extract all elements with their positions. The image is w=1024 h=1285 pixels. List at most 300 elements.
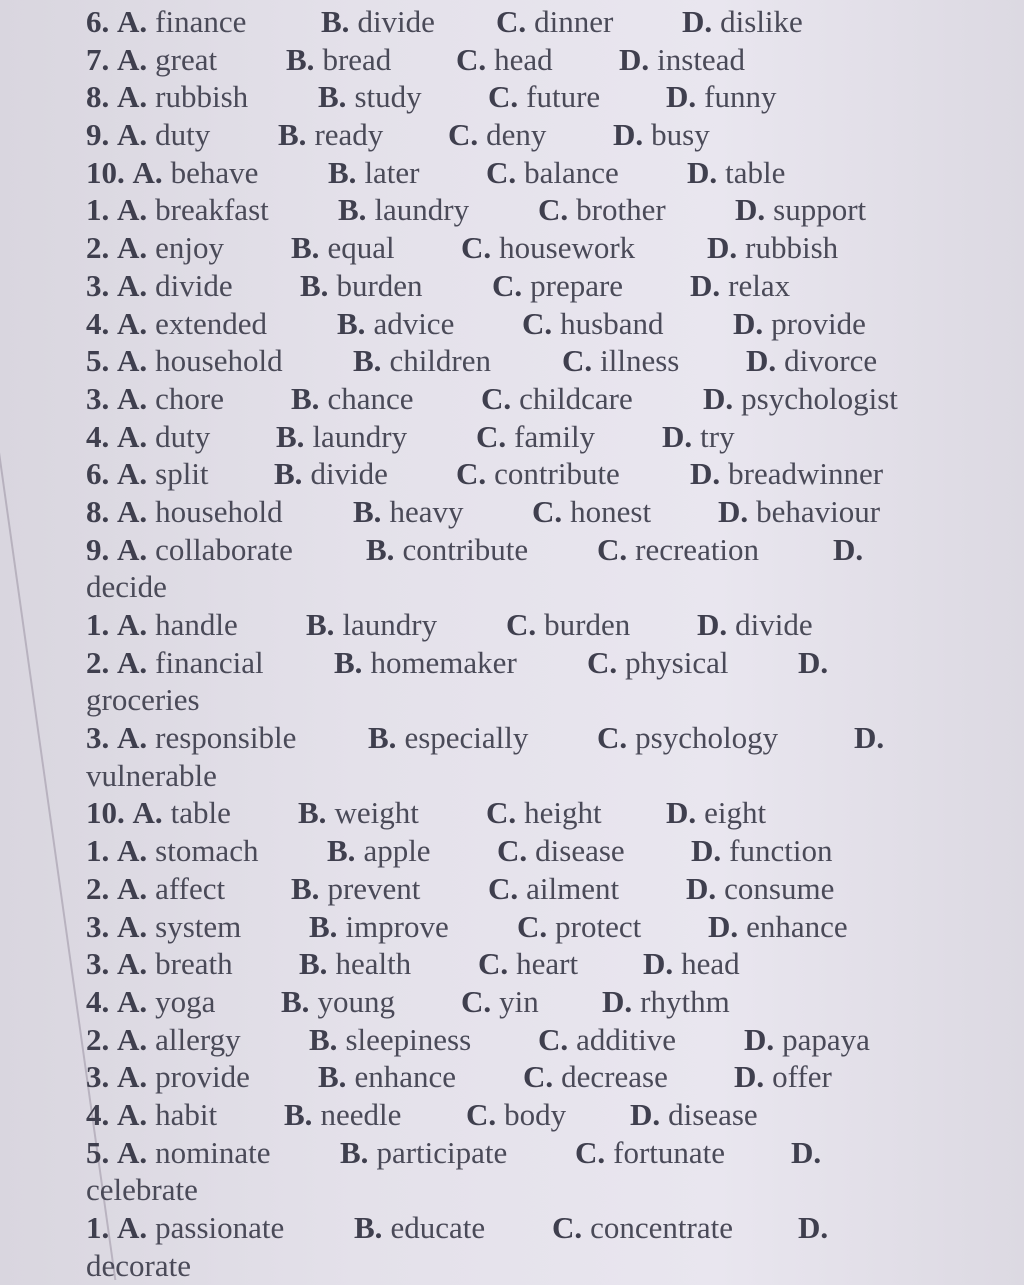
option-a	[86, 117, 210, 153]
question-row	[86, 4, 1006, 42]
option-word: nominate	[155, 1134, 271, 1170]
question-number: 1.	[86, 833, 110, 869]
option-label: D.	[690, 456, 721, 492]
option-c	[488, 871, 619, 907]
question-number: 3.	[86, 1059, 110, 1095]
question-row	[86, 871, 1006, 909]
option-label: C.	[456, 41, 487, 77]
option-label: B.	[368, 720, 397, 756]
option-word: burden	[336, 267, 423, 303]
option-word: divide	[310, 456, 388, 492]
option-label: A.	[117, 4, 148, 39]
option-label: D.	[707, 230, 738, 266]
option-word: celebrate	[86, 1172, 198, 1208]
option-d	[619, 42, 745, 78]
option-label: C.	[538, 1021, 569, 1057]
exercise-list	[86, 4, 1006, 1285]
option-label: A.	[117, 833, 148, 869]
option-label: C.	[597, 720, 628, 756]
option-label: D.	[791, 1134, 822, 1170]
option-label: B.	[366, 531, 395, 567]
option-word: relax	[728, 267, 791, 303]
option-a	[86, 230, 224, 266]
option-label: B.	[281, 983, 310, 1019]
option-label: A.	[117, 1096, 148, 1132]
option-word: breath	[155, 946, 233, 982]
question-number: 9.	[86, 117, 110, 153]
option-label: B.	[338, 192, 367, 228]
option-word: physical	[625, 644, 729, 680]
option-label: B.	[306, 607, 335, 642]
question-row	[86, 155, 1006, 193]
option-word: heart	[516, 946, 579, 982]
option-word: ready	[314, 117, 384, 153]
option-label: A.	[117, 946, 148, 982]
question-number: 8.	[86, 79, 110, 115]
option-label: D.	[613, 117, 644, 153]
option-d	[791, 1135, 829, 1171]
option-b	[353, 343, 491, 379]
question-number: 2.	[86, 644, 110, 680]
option-word: fortunate	[613, 1134, 726, 1170]
option-word: enjoy	[155, 230, 225, 266]
option-label: D.	[682, 4, 713, 39]
option-b	[291, 381, 413, 417]
option-label: A.	[117, 870, 148, 906]
option-word: husband	[560, 305, 664, 341]
option-d	[602, 984, 730, 1020]
option-word: stomach	[155, 833, 259, 869]
option-label: C.	[587, 644, 618, 680]
option-label: C.	[488, 870, 519, 906]
option-label: D.	[718, 493, 749, 529]
option-word: finance	[155, 4, 247, 39]
option-b	[278, 117, 383, 153]
option-c	[517, 909, 641, 945]
option-word: improve	[345, 908, 449, 944]
option-label: A.	[117, 720, 148, 756]
option-word: psychology	[635, 720, 779, 756]
option-word: health	[335, 946, 412, 982]
option-word: disease	[668, 1096, 758, 1132]
option-word: laundry	[342, 607, 438, 642]
option-a	[86, 343, 283, 379]
option-label: B.	[318, 1059, 347, 1095]
option-word: decide	[86, 569, 167, 605]
option-label: B.	[318, 79, 347, 115]
option-c	[597, 532, 759, 568]
option-d	[666, 795, 766, 831]
option-d	[744, 1022, 870, 1058]
option-word: decrease	[561, 1059, 668, 1095]
option-word: divide	[357, 4, 435, 39]
option-label: B.	[337, 305, 366, 341]
option-a	[86, 192, 269, 228]
option-label: B.	[309, 908, 338, 944]
option-word: contribute	[494, 456, 620, 492]
option-d	[733, 306, 866, 342]
option-a	[86, 871, 225, 907]
option-label: B.	[309, 1021, 338, 1057]
option-word: contribute	[402, 531, 529, 567]
option-word: divide	[155, 267, 233, 303]
option-word: collaborate	[155, 531, 293, 567]
option-word: household	[155, 493, 283, 529]
option-word: yin	[499, 983, 539, 1019]
option-label: D.	[854, 720, 885, 756]
option-word: burden	[544, 607, 631, 642]
question-number: 7.	[86, 41, 110, 77]
option-label: B.	[284, 1096, 313, 1132]
option-d	[690, 456, 883, 492]
option-c	[461, 230, 635, 266]
option-word: allergy	[155, 1021, 241, 1057]
option-word: decorate	[86, 1247, 191, 1283]
option-d	[682, 4, 803, 40]
option-word: prevent	[327, 870, 421, 906]
option-c	[532, 494, 651, 530]
option-label: B.	[300, 267, 329, 303]
option-c	[496, 4, 613, 40]
option-label: B.	[276, 418, 305, 454]
option-b	[309, 1022, 471, 1058]
option-d	[746, 343, 877, 379]
question-row	[86, 984, 1006, 1022]
option-label: A.	[117, 1059, 148, 1095]
option-c	[522, 306, 663, 342]
option-b	[298, 795, 419, 831]
question-row	[86, 1210, 1006, 1248]
option-b	[300, 268, 423, 304]
option-word: brother	[576, 192, 666, 228]
option-label: D.	[666, 795, 697, 831]
option-word: behaviour	[756, 493, 881, 529]
option-label: C.	[492, 267, 523, 303]
option-c	[562, 343, 679, 379]
option-label: B.	[291, 870, 320, 906]
option-word: instead	[657, 41, 745, 77]
option-c	[481, 381, 633, 417]
question-number: 5.	[86, 343, 110, 379]
question-number: 1.	[86, 607, 110, 642]
option-word: table	[170, 795, 231, 831]
option-d	[707, 230, 838, 266]
option-d	[833, 532, 871, 568]
question-row	[86, 79, 1006, 117]
option-label: C.	[496, 4, 527, 39]
option-a	[86, 1059, 250, 1095]
question-row	[86, 532, 1006, 570]
option-d-continuation	[86, 1172, 1006, 1210]
option-label: C.	[538, 192, 569, 228]
question-number: 4.	[86, 983, 110, 1019]
option-c	[506, 607, 630, 643]
option-label: A.	[117, 41, 148, 77]
option-word: apple	[363, 833, 431, 869]
option-word: psychologist	[741, 380, 898, 416]
option-label: B.	[274, 456, 303, 492]
option-word: household	[155, 343, 283, 379]
question-row	[86, 494, 1006, 532]
question-row	[86, 306, 1006, 344]
question-row	[86, 192, 1006, 230]
option-word: additive	[576, 1021, 676, 1057]
option-b	[368, 720, 528, 756]
option-label: A.	[117, 230, 148, 266]
option-word: bread	[322, 41, 392, 77]
option-word: function	[729, 833, 833, 869]
option-label: C.	[497, 833, 528, 869]
option-a	[86, 1097, 217, 1133]
option-word: balance	[524, 154, 619, 190]
option-label: A.	[117, 380, 148, 416]
option-label: B.	[340, 1134, 369, 1170]
option-label: D.	[697, 607, 728, 642]
option-label: A.	[117, 493, 148, 529]
option-word: vulnerable	[86, 757, 217, 793]
option-b	[276, 419, 407, 455]
option-label: D.	[630, 1096, 661, 1132]
question-row	[86, 1135, 1006, 1173]
option-d	[690, 268, 790, 304]
option-word: homemaker	[370, 644, 517, 680]
option-a	[86, 155, 258, 191]
question-row	[86, 946, 1006, 984]
option-word: habit	[155, 1096, 218, 1132]
option-word: heavy	[389, 493, 464, 529]
option-label: D.	[602, 983, 633, 1019]
option-c	[492, 268, 623, 304]
option-label: D.	[643, 946, 674, 982]
option-d	[734, 1059, 832, 1095]
option-c	[456, 456, 620, 492]
option-d-continuation	[86, 682, 1006, 720]
option-word: family	[514, 418, 596, 454]
option-word: eight	[704, 795, 767, 831]
option-d	[854, 720, 892, 756]
option-label: D.	[687, 154, 718, 190]
option-b	[366, 532, 528, 568]
question-row	[86, 720, 1006, 758]
question-row	[86, 645, 1006, 683]
option-label: B.	[321, 4, 350, 39]
option-label: A.	[117, 644, 148, 680]
option-label: D.	[744, 1021, 775, 1057]
option-word: sleepiness	[345, 1021, 472, 1057]
option-a	[86, 607, 238, 643]
option-d	[798, 1210, 836, 1246]
option-label: D.	[703, 380, 734, 416]
option-label: C.	[562, 343, 593, 379]
option-label: C.	[597, 531, 628, 567]
question-number: 8.	[86, 493, 110, 529]
option-label: D.	[619, 41, 650, 77]
option-b	[353, 494, 463, 530]
option-label: B.	[328, 154, 357, 190]
option-label: A.	[117, 192, 148, 228]
option-a	[86, 795, 231, 831]
option-a	[86, 909, 241, 945]
option-a	[86, 1135, 271, 1171]
option-label: A.	[117, 1210, 148, 1245]
option-b	[327, 833, 431, 869]
question-number: 10.	[86, 795, 125, 831]
option-d-continuation	[86, 569, 1006, 607]
option-d-continuation	[86, 758, 1006, 796]
option-label: A.	[117, 79, 148, 115]
option-word: duty	[155, 117, 211, 153]
option-label: D.	[666, 79, 697, 115]
option-d	[666, 79, 776, 115]
option-label: B.	[299, 946, 328, 982]
option-word: great	[155, 41, 218, 77]
option-word: passionate	[155, 1210, 285, 1245]
option-a	[86, 946, 233, 982]
option-word: papaya	[782, 1021, 870, 1057]
option-word: rhythm	[640, 983, 730, 1019]
option-word: young	[317, 983, 395, 1019]
option-word: funny	[704, 79, 777, 115]
option-word: provide	[771, 305, 866, 341]
option-label: B.	[291, 230, 320, 266]
option-a	[86, 456, 209, 492]
option-b	[286, 42, 391, 78]
question-row	[86, 117, 1006, 155]
option-d	[613, 117, 710, 153]
option-label: A.	[117, 607, 148, 642]
option-d	[798, 645, 836, 681]
option-label: D.	[734, 1059, 765, 1095]
question-number: 2.	[86, 870, 110, 906]
option-word: needle	[320, 1096, 402, 1132]
question-row	[86, 456, 1006, 494]
option-word: provide	[155, 1059, 250, 1095]
option-a	[86, 833, 258, 869]
option-label: C.	[517, 908, 548, 944]
option-label: C.	[461, 230, 492, 266]
option-b	[309, 909, 449, 945]
option-label: A.	[132, 795, 163, 831]
option-c	[486, 795, 602, 831]
option-word: recreation	[635, 531, 760, 567]
option-word: breadwinner	[728, 456, 884, 492]
option-a	[86, 494, 283, 530]
option-word: honest	[570, 493, 652, 529]
option-c	[575, 1135, 725, 1171]
option-label: C.	[506, 607, 537, 642]
option-label: C.	[486, 154, 517, 190]
option-label: D.	[686, 870, 717, 906]
option-a	[86, 268, 233, 304]
option-word: try	[700, 418, 735, 454]
option-b	[281, 984, 395, 1020]
option-label: B.	[327, 833, 356, 869]
question-number: 2.	[86, 230, 110, 266]
option-label: A.	[117, 418, 148, 454]
option-a	[86, 532, 293, 568]
question-number: 3.	[86, 380, 110, 416]
option-word: duty	[155, 418, 211, 454]
question-number: 3.	[86, 946, 110, 982]
option-c	[486, 155, 619, 191]
option-label: C.	[481, 380, 512, 416]
option-b	[284, 1097, 401, 1133]
option-a	[86, 306, 267, 342]
option-word: future	[526, 79, 601, 115]
option-label: C.	[575, 1134, 606, 1170]
option-c	[597, 720, 778, 756]
option-label: D.	[662, 418, 693, 454]
option-label: D.	[798, 1210, 829, 1245]
option-word: educate	[390, 1210, 486, 1245]
option-word: weight	[334, 795, 419, 831]
option-a	[86, 79, 248, 115]
option-label: A.	[117, 1134, 148, 1170]
option-label: C.	[532, 493, 563, 529]
option-word: groceries	[86, 682, 200, 718]
option-word: equal	[327, 230, 395, 266]
option-d	[662, 419, 735, 455]
option-label: A.	[132, 154, 163, 190]
option-label: A.	[117, 456, 148, 492]
question-row	[86, 381, 1006, 419]
option-word: enhance	[354, 1059, 456, 1095]
option-word: offer	[772, 1059, 832, 1095]
option-c	[497, 833, 625, 869]
option-word: chore	[155, 380, 224, 416]
question-row	[86, 343, 1006, 381]
option-word: height	[524, 795, 602, 831]
option-d-continuation	[86, 1248, 1006, 1285]
question-number: 2.	[86, 1021, 110, 1057]
question-number: 3.	[86, 908, 110, 944]
option-label: C.	[488, 79, 519, 115]
option-word: rubbish	[155, 79, 249, 115]
question-number: 6.	[86, 456, 110, 492]
option-b	[291, 230, 395, 266]
option-word: laundry	[312, 418, 408, 454]
question-number: 3.	[86, 720, 110, 756]
option-word: deny	[486, 117, 547, 153]
option-b	[318, 1059, 456, 1095]
option-c	[448, 117, 546, 153]
option-b	[291, 871, 420, 907]
option-word: busy	[651, 117, 710, 153]
option-b	[318, 79, 422, 115]
option-word: table	[725, 154, 786, 190]
question-row	[86, 909, 1006, 947]
option-d	[643, 946, 740, 982]
option-word: divide	[735, 607, 813, 642]
option-label: B.	[278, 117, 307, 153]
option-word: dislike	[720, 4, 803, 39]
option-word: concentrate	[590, 1210, 733, 1245]
question-row	[86, 419, 1006, 457]
option-b	[340, 1135, 507, 1171]
question-number: 4.	[86, 305, 110, 341]
option-label: B.	[354, 1210, 383, 1245]
option-a	[86, 381, 224, 417]
option-word: later	[364, 154, 420, 190]
option-word: split	[155, 456, 209, 492]
option-word: responsible	[155, 720, 297, 756]
option-word: children	[389, 343, 492, 379]
option-word: laundry	[374, 192, 470, 228]
option-label: B.	[334, 644, 363, 680]
option-d	[735, 192, 866, 228]
option-a	[86, 1022, 241, 1058]
question-number: 4.	[86, 418, 110, 454]
